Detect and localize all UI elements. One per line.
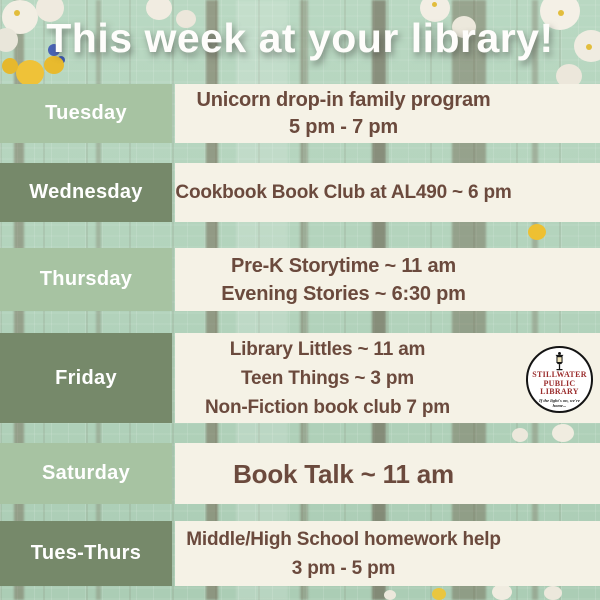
white-flower-decoration — [384, 590, 396, 600]
event-line: Middle/High School homework help — [186, 528, 501, 550]
logo-text-public: PUBLIC — [543, 378, 576, 388]
event-line: Cookbook Book Club at AL490 ~ 6 pm — [175, 181, 512, 203]
events-wednesday — [175, 163, 600, 222]
white-flower-decoration — [552, 424, 574, 442]
day-label-tuesday: Tuesday — [0, 84, 172, 143]
event-line: Evening Stories ~ 6:30 pm — [221, 282, 466, 305]
logo-tagline: If the light's on, we're home... — [539, 397, 580, 408]
event-line: Book Talk ~ 11 am — [233, 458, 454, 489]
day-label-thursday: Thursday — [0, 248, 172, 311]
schedule-row-wednesday — [0, 163, 600, 222]
yellow-flower-decoration — [432, 588, 446, 600]
event-line: Pre-K Storytime ~ 11 am — [231, 254, 456, 277]
event-line: Unicorn drop-in family program — [196, 88, 491, 111]
day-label-wednesday: Wednesday — [0, 163, 172, 222]
events-tues-thurs — [175, 521, 600, 586]
events-friday — [175, 333, 600, 423]
logo-text-stillwater: STILLWATER — [532, 370, 587, 379]
day-label-saturday: Saturday — [0, 443, 172, 504]
schedule-row-friday — [0, 333, 600, 423]
day-label-tues-thurs: Tues-Thurs — [0, 521, 172, 586]
logo-text-library: LIBRARY — [540, 387, 579, 396]
day-label-friday: Friday — [0, 333, 172, 423]
poster-title: This week at your library! — [46, 15, 554, 61]
event-time: 3 pm - 5 pm — [291, 557, 396, 579]
white-flower-decoration — [544, 586, 562, 600]
schedule-row-saturday — [0, 443, 600, 504]
event-time: 5 pm - 7 pm — [289, 115, 398, 138]
schedule-row-tuesday — [0, 84, 600, 143]
flower-center-dot — [432, 2, 437, 7]
street-lamp-icon — [552, 352, 567, 371]
event-line: Non-Fiction book club 7 pm — [205, 396, 450, 418]
events-tuesday — [175, 84, 600, 143]
white-flower-decoration — [492, 584, 512, 600]
events-saturday — [175, 443, 600, 504]
yellow-flower-decoration — [528, 224, 546, 240]
event-line: Teen Things ~ 3 pm — [241, 367, 414, 389]
white-flower-decoration — [512, 428, 528, 442]
stillwater-library-logo — [526, 346, 593, 413]
event-line: Library Littles ~ 11 am — [229, 338, 426, 360]
events-thursday — [175, 248, 600, 311]
schedule-row-tues-thurs — [0, 521, 600, 586]
schedule-row-thursday — [0, 248, 600, 311]
